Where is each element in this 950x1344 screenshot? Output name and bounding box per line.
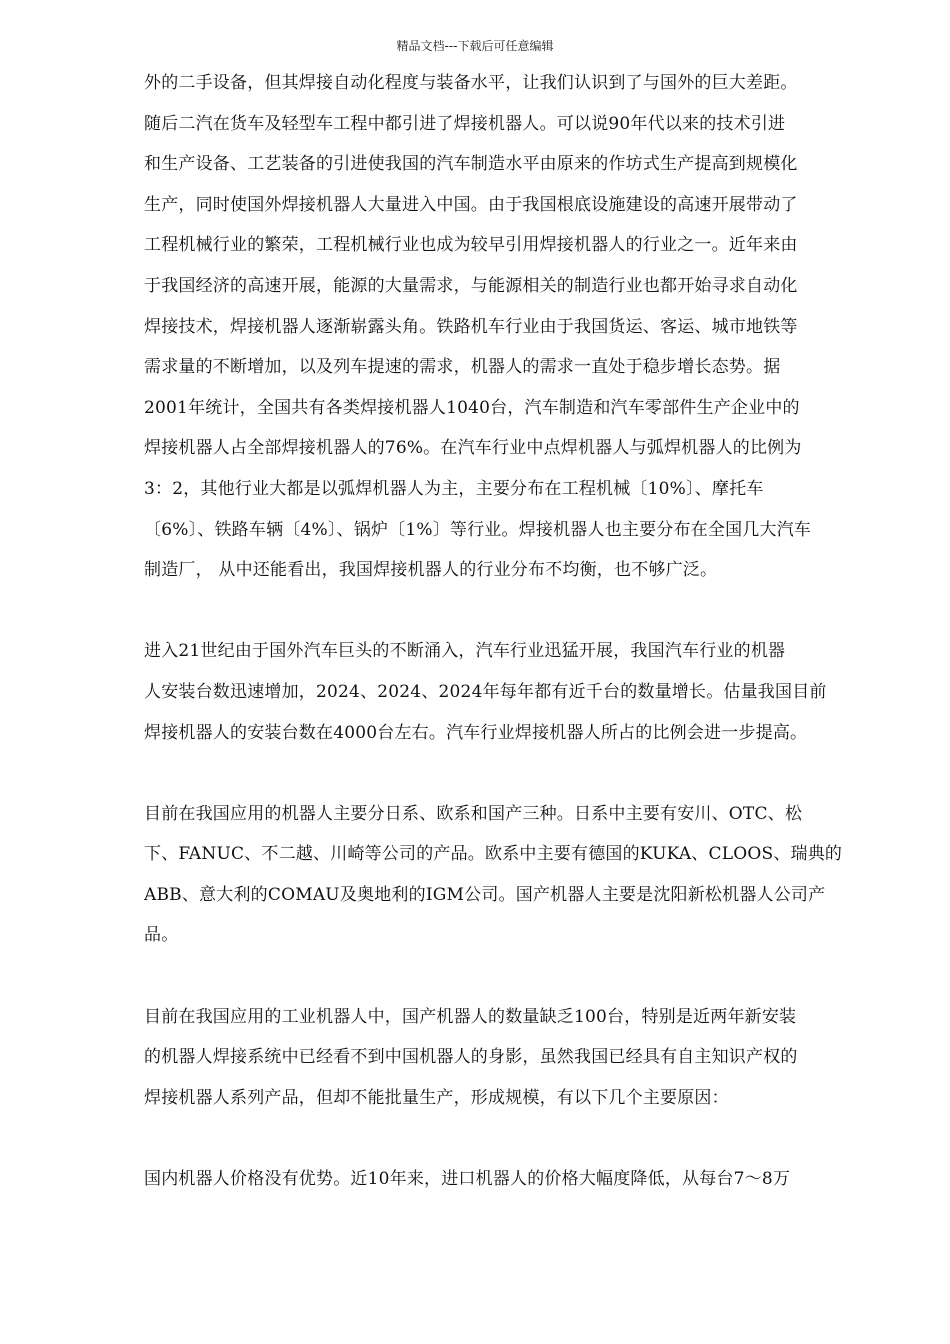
text-line: 进入21世纪由于国外汽车巨头的不断涌入，汽车行业迅猛开展，我国汽车行业的机器: [144, 641, 786, 662]
text-line: 3：2，其他行业大都是以弧焊机器人为主，主要分布在工程机械〔10%〕、摩托车: [144, 478, 764, 499]
paragraph-2: [144, 631, 884, 753]
text-line: 于我国经济的高速开展，能源的大量需求，与能源相关的制造行业也都开始寻求自动化: [144, 275, 798, 296]
text-line: 工程机械行业的繁荣，工程机械行业也成为较早引用焊接机器人的行业之一。近年来由: [144, 235, 798, 256]
text-line: 制造厂， 从中还能看出，我国焊接机器人的行业分布不均衡，也不够广泛。: [144, 560, 718, 581]
paragraph-5: [144, 1159, 884, 1200]
text-line: 需求量的不断增加，以及列车提速的需求，机器人的需求一直处于稳步增长态势。据: [144, 357, 781, 378]
text-line: 焊接技术，焊接机器人逐渐崭露头角。铁路机车行业由于我国货运、客运、城市地铁等: [144, 316, 798, 337]
text-line: 生产，同时使国外焊接机器人大量进入中国。由于我国根底设施建设的高速开展带动了: [144, 194, 798, 215]
paragraph-gap: [144, 591, 884, 632]
text-line: 和生产设备、工艺装备的引进使我国的汽车制造水平由原来的作坊式生产提高到规模化: [144, 154, 798, 175]
paragraph-gap: [144, 956, 884, 997]
paragraph-3: [144, 794, 884, 956]
text-line: 人安装台数迅速增加，2024、2024、2024年每年都有近千台的数量增长。估量我国目前: [144, 681, 827, 702]
text-line: 随后二汽在货车及轻型车工程中都引进了焊接机器人。可以说90年代以来的技术引进: [144, 113, 786, 134]
paragraph-gap: [144, 753, 884, 794]
text-line: 焊接机器人占全部焊接机器人的76%。在汽车行业中点焊机器人与弧焊机器人的比例为: [144, 438, 802, 459]
text-line: 国内机器人价格没有优势。近10年来，进口机器人的价格大幅度降低，从每台7～8万: [144, 1169, 791, 1190]
text-line: 的机器人焊接系统中已经看不到中国机器人的身影，虽然我国已经具有自主知识产权的: [144, 1047, 798, 1068]
paragraph-4: [144, 997, 884, 1119]
text-line: 目前在我国应用的机器人主要分日系、欧系和国产三种。日系中主要有安川、OTC、松: [144, 803, 803, 824]
text-line: 品。: [144, 925, 179, 946]
paragraph-1: [144, 63, 884, 591]
paragraph-gap: [144, 1118, 884, 1159]
text-line: 〔6%〕、铁路车辆〔4%〕、锅炉〔1%〕等行业。焊接机器人也主要分布在全国几大汽车: [144, 519, 812, 540]
text-line: 目前在我国应用的工业机器人中，国产机器人的数量缺乏100台，特别是近两年新安装: [144, 1006, 797, 1027]
text-line: 焊接机器人的安装台数在4000台左右。汽车行业焊接机器人所占的比例会进一步提高。: [144, 722, 808, 743]
text-line: 外的二手设备，但其焊接自动化程度与装备水平，让我们认识到了与国外的巨大差距。: [144, 73, 798, 93]
text-line: ABB、意大利的COMAU及奥地利的IGM公司。国产机器人主要是沈阳新松机器人公司产: [144, 884, 826, 905]
page-header: 精品文档---下载后可任意编辑: [396, 39, 554, 53]
document-body: [144, 63, 884, 1200]
text-line: 2001年统计，全国共有各类焊接机器人1040台，汽车制造和汽车零部件生产企业中的: [144, 397, 800, 418]
text-line: 焊接机器人系列产品，但却不能批量生产，形成规模，有以下几个主要原因：: [144, 1087, 729, 1108]
text-line: 下、FANUC、不二越、川崎等公司的产品。欧系中主要有德国的KUKA、CLOOS、瑞典的: [144, 844, 843, 865]
